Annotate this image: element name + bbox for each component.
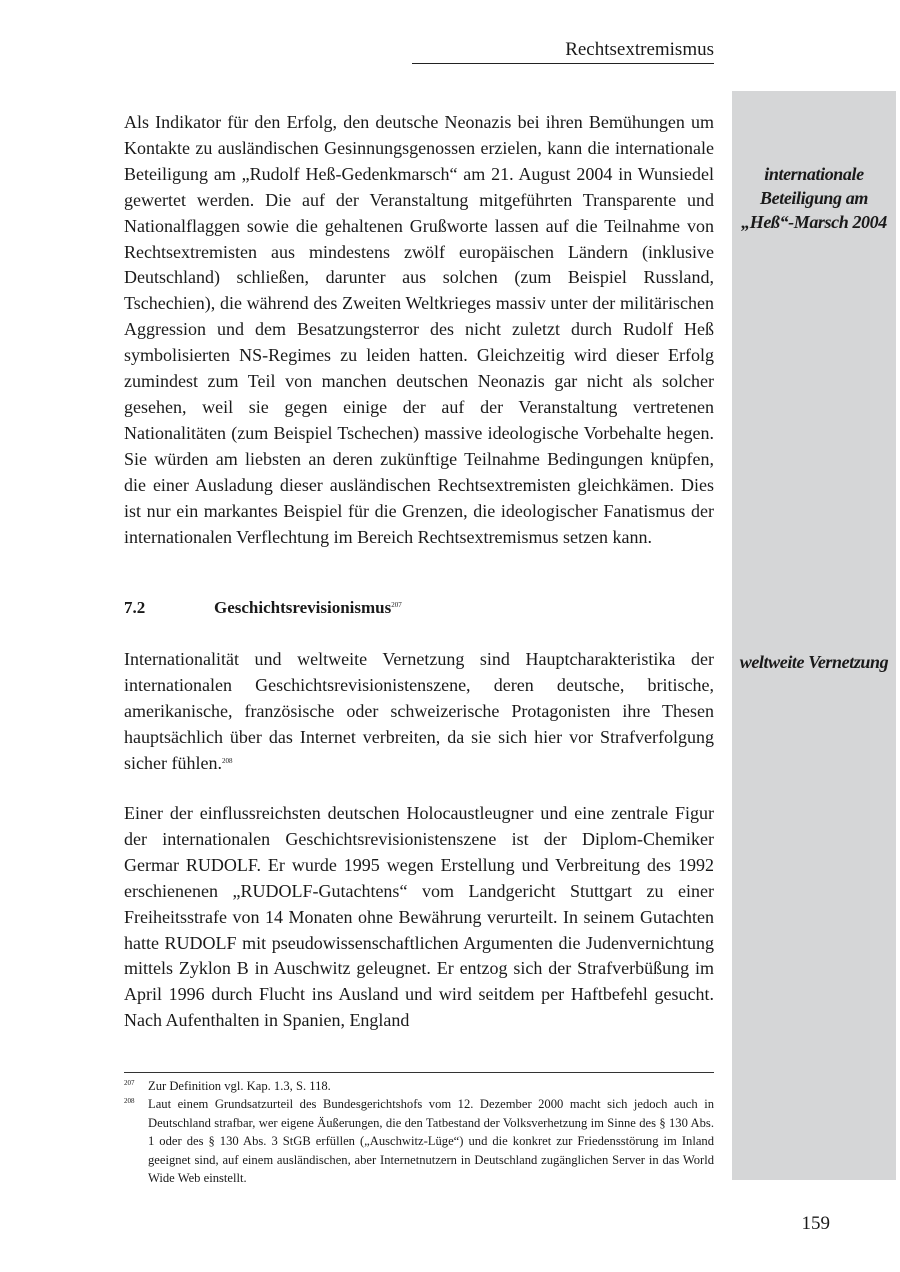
section-heading [124, 596, 714, 620]
footnote-ref[interactable]: 207 [391, 601, 402, 609]
body-paragraph: Als Indikator für den Erfolg, den deutsche Neonazis bei ihren Bemühungen um Kontakte zu ausländischen Gesinnungsgenossen erzielen, kann die internationale Beteiligung am „Rudolf Heß-Gedenkmarsch“ am 21. August 2004 in Wunsiedel gewertet werden. Die auf der Veranstaltung mitgeführten Transparente und Nationalflaggen sowie die gehaltenen Grußworte lassen auf die Teilnahme von Rechtsextremisten aus mindestens zwölf europäischen Ländern (inklusive Deutschland) schließen, darunter aus solchen (zum Beispiel Russland, Tschechien), die während des Zweiten Weltkrieges massiv unter der militärischen Aggression und dem Besatzungsterror des nicht zuletzt durch Rudolf Heß symbolisierten NS-Regimes zu leiden hatten. Gleichzeitig wird dieser Erfolg zumindest zum Teil von manchen deutschen Neonazis gar nicht als solcher gesehen, weil sie gegen einige der auf der Veranstaltung vertretenen Nationalitäten (zum Beispiel Tschechen) massive ideologische Vorbehalte hegen. Sie würden am liebsten an deren zukünftige Teilnahme Bedingungen knüpfen, die einer Ausladung dieser ausländischen Rechtsextremisten gleichkämen. Dies ist nur ein markantes Beispiel für die Grenzen, die ideologischer Fanatismus der internationalen Verflechtung im Bereich Rechtsextremismus setzen kann. [124, 112, 714, 547]
margin-note: weltweite Vernetzung [739, 652, 889, 672]
margin-sidebar [732, 91, 896, 1180]
margin-note: internationale Beteiligung am „Heß“-Marsch 2004 [741, 164, 887, 232]
footnote-text: Zur Definition vgl. Kap. 1.3, S. 118. [148, 1079, 331, 1093]
footnotes [124, 1077, 714, 1187]
footnote-number: 208 [124, 1097, 135, 1106]
body-paragraph [124, 647, 714, 777]
paragraph-text: Internationalität und weltweite Vernetzung sind Hauptcharakteristika der internationalen Geschichtsrevisionistenszene, deren deutsche, britische, amerikanische, französische oder schweizerische Protagonisten ihre Thesen hauptsächlich über das Internet verbreiten, da sie sich hier vor Strafverfolgung sicher fühlen. [124, 649, 714, 773]
page-number: 159 [801, 1213, 830, 1234]
footnote-number: 207 [124, 1079, 135, 1087]
footnote-ref[interactable]: 208 [221, 756, 233, 765]
section-number: 7.2 [124, 598, 146, 617]
body-paragraph: Einer der einflussreichsten deutschen Holocaustleugner und eine zentrale Figur der internationalen Geschichtsrevisionistenszene ist der Diplom-Chemiker Germar RUDOLF. Er wurde 1995 wegen Erstellung und Verbreitung des 1992 erschienenen „RUDOLF-Gutachtens“ vom Landgericht Stuttgart zu einer Freiheitsstrafe von 14 Monaten ohne Bewährung verurteilt. In seinem Gutachten hatte RUDOLF mit pseudowissenschaftlichen Argumenten die Judenvernichtung mittels Zyklon B in Auschwitz geleugnet. Er entzog sich der Strafverbüßung im April 1996 durch Flucht ins Ausland und wird seitdem per Haftbefehl gesucht. Nach Aufenthalten in Spanien, England [124, 803, 714, 1031]
footnote [124, 1077, 714, 1095]
footnote-text: Laut einem Grundsatzurteil des Bundesgerichtshofs vom 12. Dezember 2000 macht sich jedoch auch in Deutschland strafbar, wer eigene Äußerungen, die den Tatbestand der Volksverhetzung im Sinne des § 130 Abs. 1 oder des § 130 Abs. 3 StGB erfüllen („Auschwitz-Lüge“) und die konkret zur Friedensstörung im Inland geeignet sind, auf einem ausländischen, aber Internetnutzern in Deutschland zugänglichen Server in das World Wide Web einstellt. [148, 1097, 714, 1186]
footnote-divider [124, 1072, 714, 1073]
running-head: Rechtsextremismus [412, 38, 714, 64]
footnote [124, 1095, 714, 1187]
section-title: Geschichtsrevisionismus [214, 598, 392, 617]
